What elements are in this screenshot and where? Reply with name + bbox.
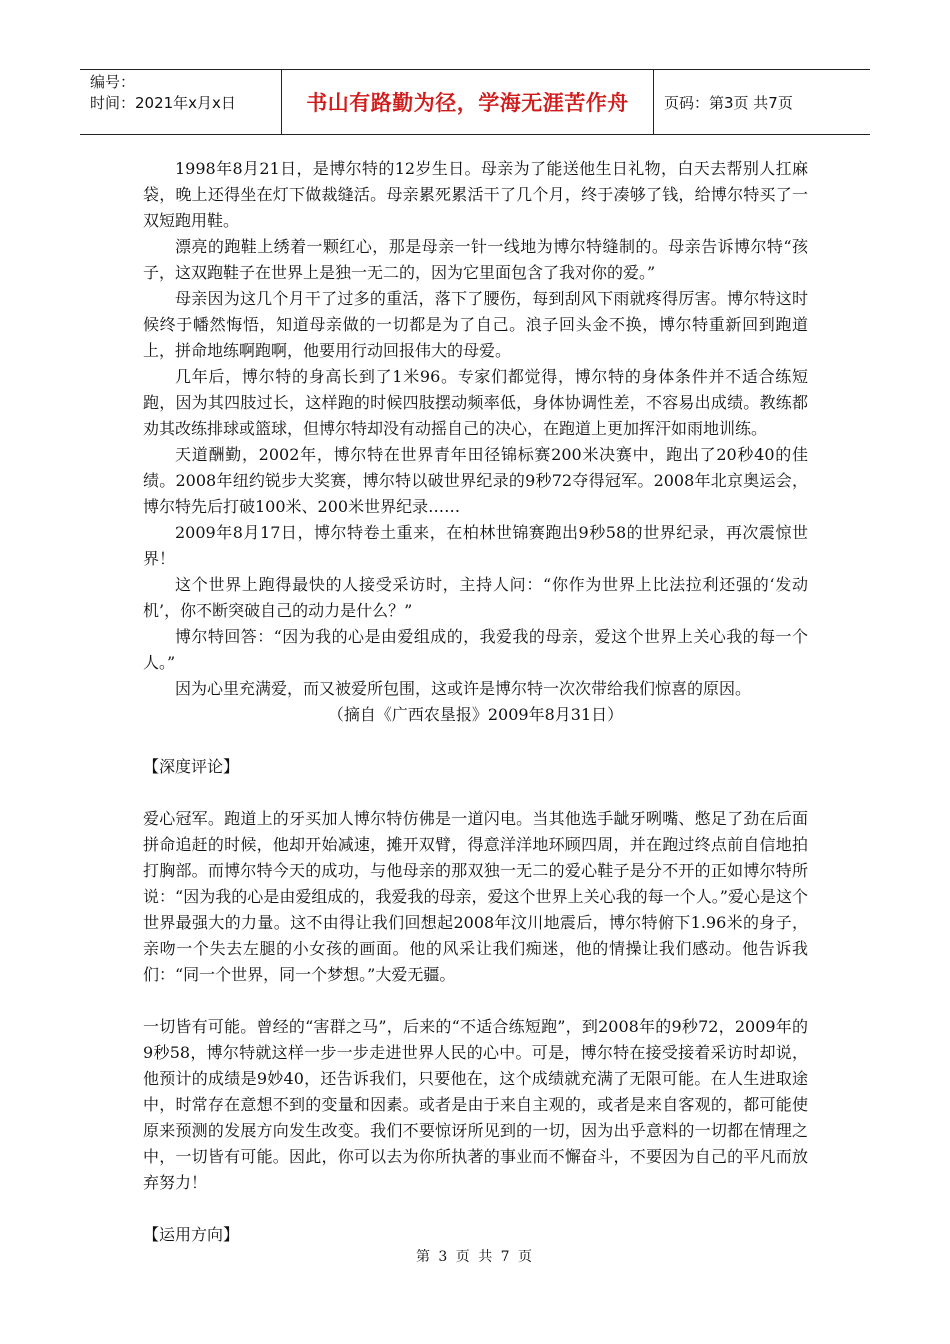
story-paragraph: 因为心里充满爱，而又被爱所包围，这或许是博尔特一次次带给我们惊喜的原因。	[175, 679, 752, 698]
time-label: 时间：2021年x月x日	[90, 94, 236, 112]
section-heading-commentary: 【深度评论】	[143, 757, 240, 776]
code-label: 编号：	[90, 73, 136, 91]
header-meta	[80, 70, 282, 134]
story-paragraph: 母亲因为这几个月干了过多的重活，落下了腰伤，每到刮风下雨就疼得厉害。博尔特这时候终于幡然悔悟，知道母亲做的一切都是为了自己。浪子回头金不换，博尔特重新回到跑道上，拼命地练啊跑啊，他要用行动回报伟大的母爱。	[143, 289, 808, 360]
story-paragraph: 几年后，博尔特的身高长到了1米96。专家们都觉得，博尔特的身体条件并不适合练短跑，因为其四肢过长，这样跑的时候四肢摆动频率低，身体协调性差，不容易出成绩。教练都劝其改练排球或篮球，但博尔特却没有动摇自己的决心，在跑道上更加挥汗如雨地训练。	[143, 367, 808, 438]
document-body	[143, 156, 808, 1248]
story-paragraph: 博尔特回答：“因为我的心是由爱组成的，我爱我的母亲，爱这个世界上关心我的每一个人。”	[143, 627, 808, 672]
page-header	[80, 69, 870, 135]
story-paragraph: 天道酬勤，2002年，博尔特在世界青年田径锦标赛200米决赛中，跑出了20秒40的佳绩。2008年纽约锐步大奖赛，博尔特以破世界纪录的9秒72夺得冠军。2008年北京奥运会，博尔特先后打破100米、200米世界纪录……	[143, 445, 808, 516]
commentary-paragraph: 一切皆有可能。曾经的“害群之马”，后来的“不适合练短跑”，到2008年的9秒72，2009年的9秒58，博尔特就这样一步一步走进世界人民的心中。可是，博尔特在接受接着采访时却说，他预计的成绩是9妙40，还告诉我们，只要他在，这个成绩就充满了无限可能。在人生进取途中，时常存在意想不到的变量和因素。或者是由于来自主观的，或者是来自客观的，都可能使原来预测的发展方向发生改变。我们不要惊讶所见到的一切，因为出乎意料的一切都在情理之中，一切皆有可能。因此，你可以去为你所执著的事业而不懈奋斗，不要因为自己的平凡而放弃努力！	[143, 1017, 808, 1192]
story-paragraph: 1998年8月21日，是博尔特的12岁生日。母亲为了能送他生日礼物，白天去帮别人扛麻袋，晚上还得坐在灯下做裁缝活。母亲累死累活干了几个月，终于凑够了钱，给博尔特买了一双短跑用鞋。	[143, 159, 808, 230]
source-citation: （摘自《广西农垦报》2009年8月31日）	[327, 705, 624, 724]
story-paragraph: 这个世界上跑得最快的人接受采访时，主持人问：“你作为世界上比法拉利还强的‘发动机’，你不断突破自己的动力是什么？”	[143, 575, 808, 620]
section-heading-usage: 【运用方向】	[143, 1225, 240, 1244]
header-motto: 书山有路勤为径，学海无涯苦作舟	[282, 70, 654, 134]
story-paragraph: 2009年8月17日，博尔特卷土重来，在柏林世锦赛跑出9秒58的世界纪录，再次震惊世界！	[143, 523, 808, 568]
commentary-paragraph: 爱心冠军。跑道上的牙买加人博尔特仿佛是一道闪电。当其他选手龇牙咧嘴、憋足了劲在后面拼命追赶的时候，他却开始减速，摊开双臂，得意洋洋地环顾四周，并在跑过终点前自信地拍打胸部。而博尔特今天的成功，与他母亲的那双独一无二的爱心鞋子是分不开的正如博尔特所说：“因为我的心是由爱组成的，我爱我的母亲，爱这个世界上关心我的每一个人。”爱心是这个世界最强大的力量。这不由得让我们回想起2008年汶川地震后，博尔特俯下1.96米的身子，亲吻一个失去左腿的小女孩的画面。他的风采让我们痴迷，他的情操让我们感动。他告诉我们：“同一个世界，同一个梦想。”大爱无疆。	[143, 809, 808, 984]
header-page-info: 页码：第3页 共7页	[664, 93, 793, 112]
story-paragraph: 漂亮的跑鞋上绣着一颗红心，那是母亲一针一线地为博尔特缝制的。母亲告诉博尔特“孩子，这双跑鞋子在世界上是独一无二的，因为它里面包含了我对你的爱。”	[143, 237, 808, 282]
page-footer: 第 3 页 共 7 页	[415, 1249, 535, 1265]
